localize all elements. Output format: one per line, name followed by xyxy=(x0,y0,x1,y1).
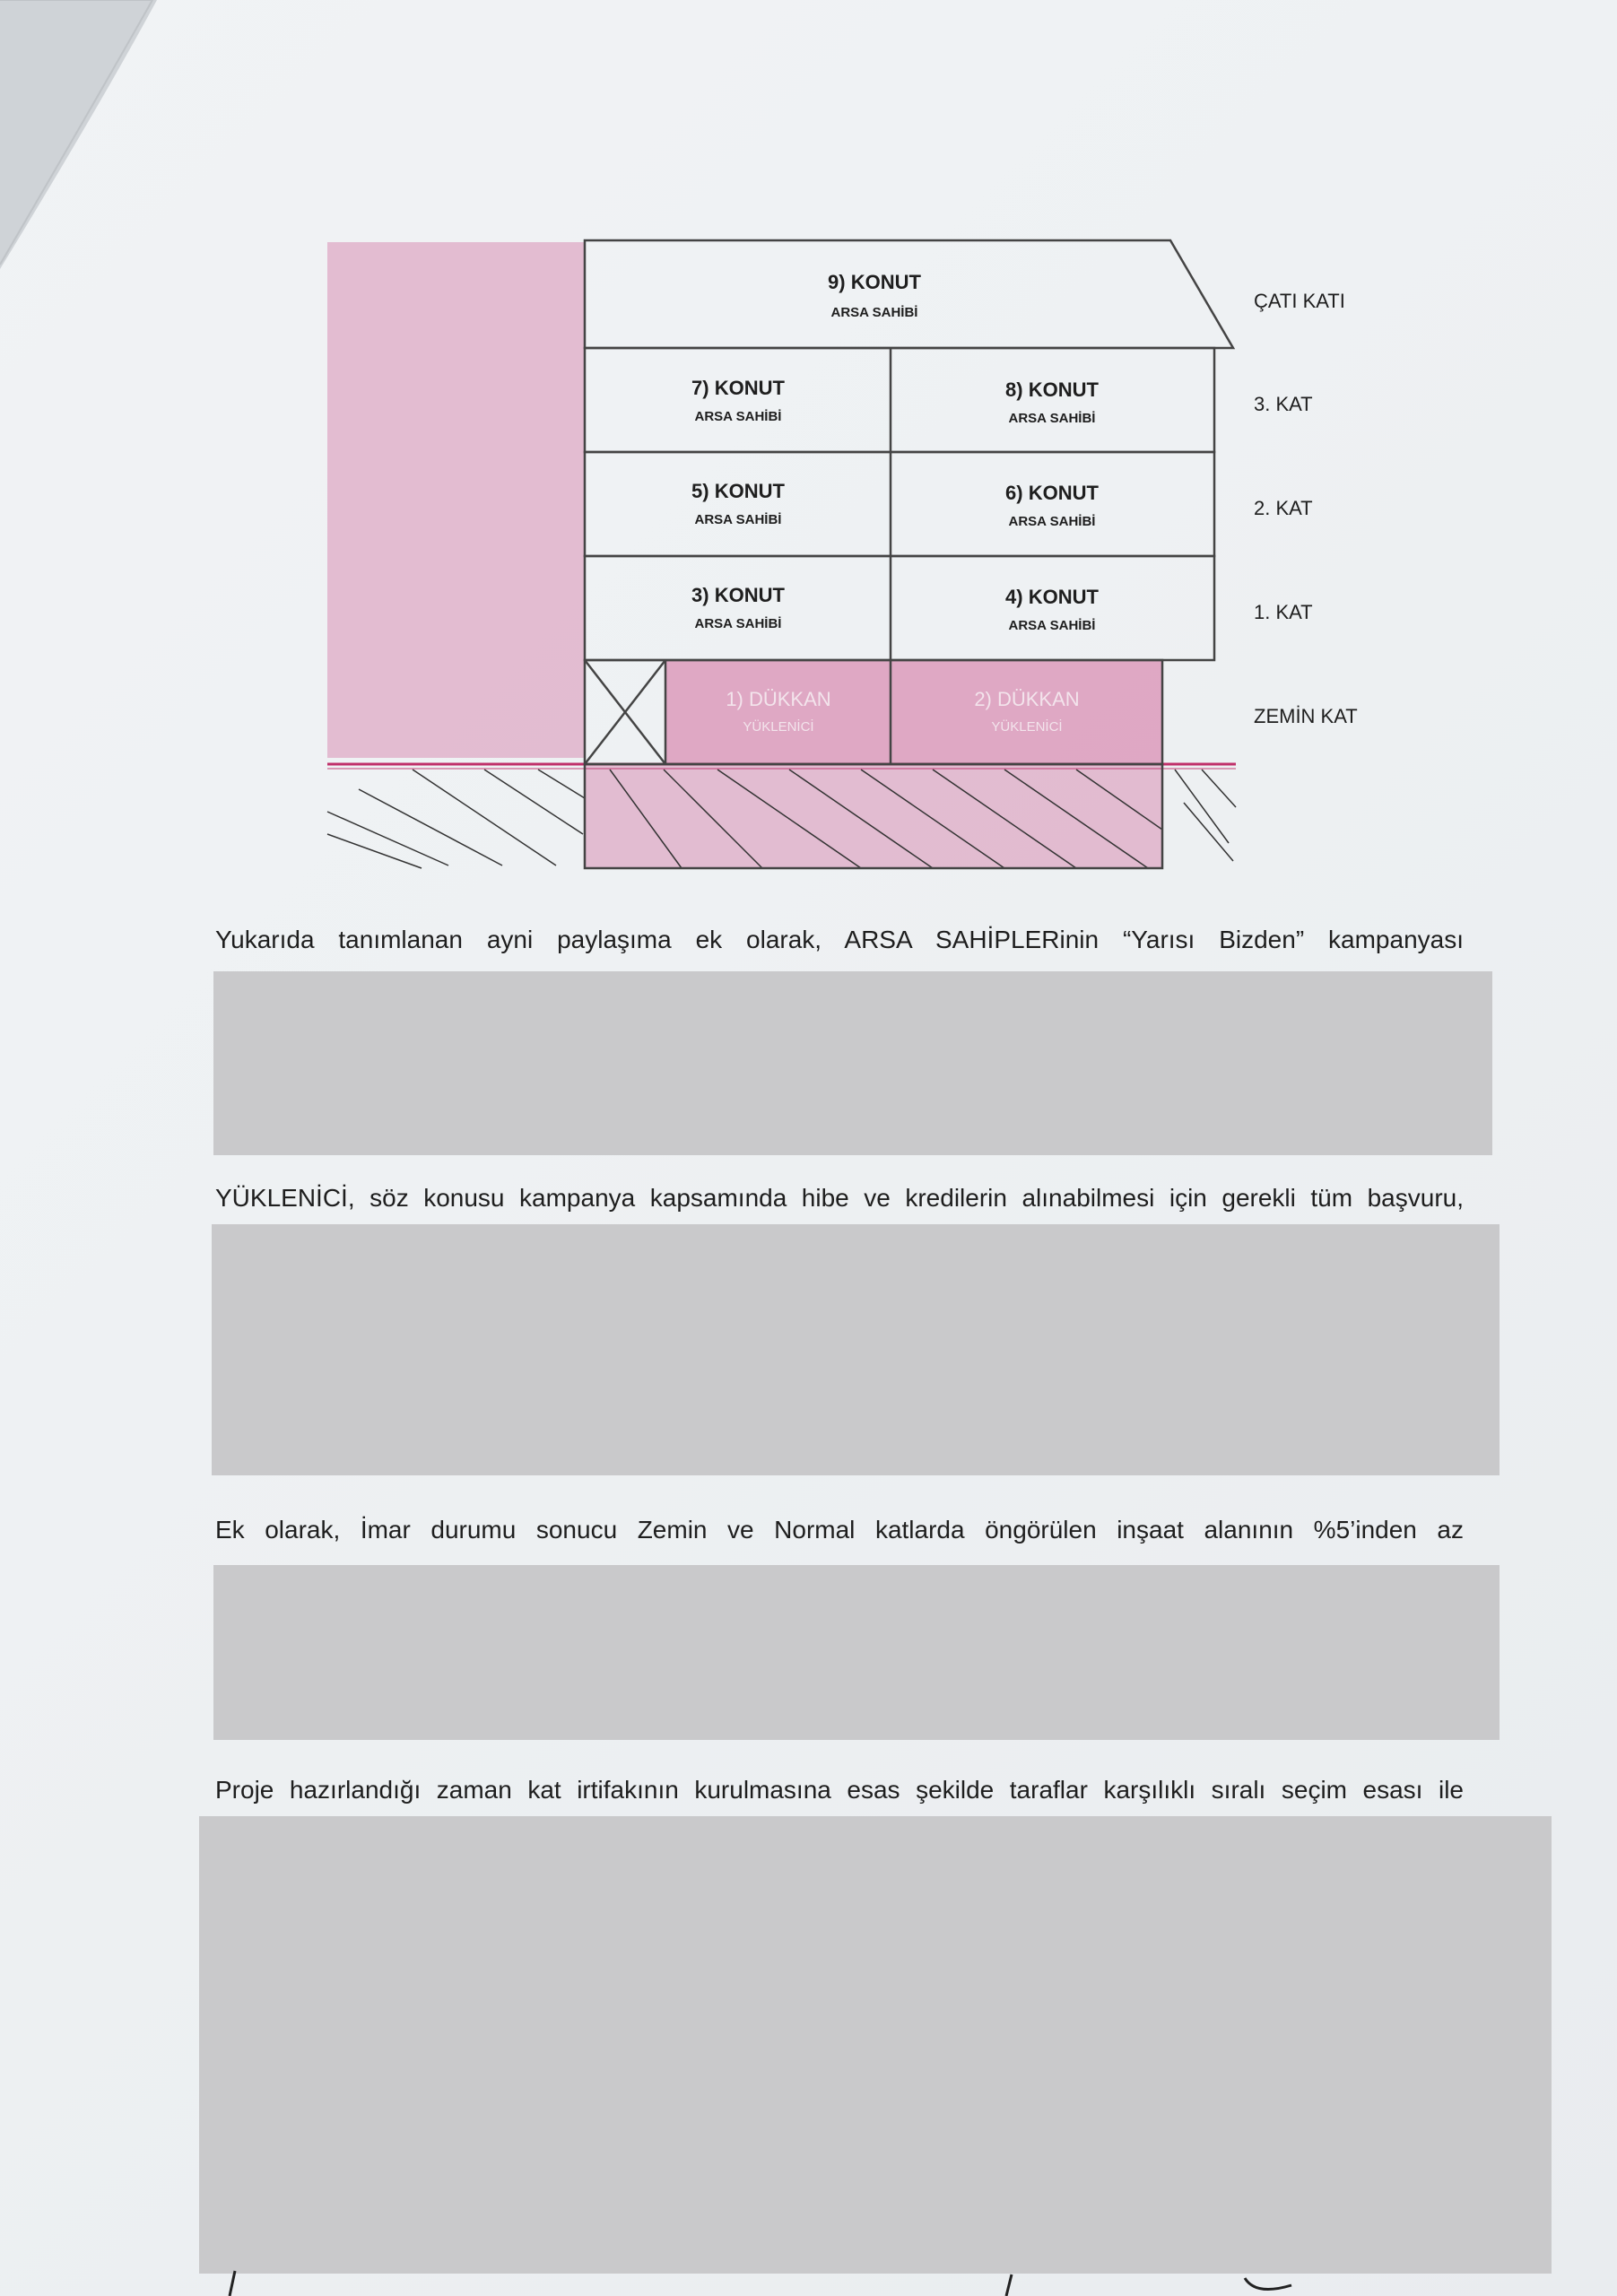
unit-7-name: 7) KONUT xyxy=(691,377,785,399)
paragraph-1: Yukarıda tanımlanan ayni paylaşıma ek olarak, ARSA SAHİPLERinin “Yarısı Bizden” kampanyası xyxy=(215,926,1464,953)
unit-4-owner: ARSA SAHİBİ xyxy=(1008,618,1096,633)
floor-label-roof: ÇATI KATI xyxy=(1254,290,1345,312)
unit-1-name: 1) DÜKKAN xyxy=(726,688,831,710)
floor-label-3: 3. KAT xyxy=(1254,393,1313,415)
unit-3-owner: ARSA SAHİBİ xyxy=(694,616,782,631)
highlight-shops xyxy=(665,660,1162,764)
unit-7-owner: ARSA SAHİBİ xyxy=(694,409,782,424)
redaction-block-3 xyxy=(213,1565,1500,1740)
floor-3-outline xyxy=(585,348,1214,452)
floor-1-outline xyxy=(585,556,1214,660)
unit-5-owner: ARSA SAHİBİ xyxy=(694,512,782,527)
redaction-block-2 xyxy=(212,1224,1500,1475)
floor-label-2: 2. KAT xyxy=(1254,497,1313,519)
unit-3-name: 3) KONUT xyxy=(691,584,785,606)
unit-6-name: 6) KONUT xyxy=(1005,482,1099,504)
unit-9-owner: ARSA SAHİBİ xyxy=(830,305,918,320)
unit-6-owner: ARSA SAHİBİ xyxy=(1008,514,1096,529)
floor-2-outline xyxy=(585,452,1214,556)
unit-9-name: 9) KONUT xyxy=(828,271,921,293)
unit-8-name: 8) KONUT xyxy=(1005,378,1099,401)
highlight-left-column xyxy=(327,242,585,758)
roof-outline xyxy=(585,240,1233,348)
unit-4-name: 4) KONUT xyxy=(1005,586,1099,608)
unit-5-name: 5) KONUT xyxy=(691,480,785,502)
unit-1-owner: YÜKLENİCİ xyxy=(743,719,814,735)
unit-2-name: 2) DÜKKAN xyxy=(974,688,1080,710)
redaction-block-1 xyxy=(213,971,1492,1155)
paragraph-2: YÜKLENİCİ, söz konusu kampanya kapsamında hibe ve kredilerin alınabilmesi için gerekli tüm başvuru, xyxy=(215,1184,1464,1212)
floor-label-1: 1. KAT xyxy=(1254,601,1313,623)
paragraph-4: Proje hazırlandığı zaman kat irtifakının kurulmasına esas şekilde taraflar karşılıklı sıralı seçim esası ile xyxy=(215,1776,1464,1804)
highlight-foundation xyxy=(585,764,1162,868)
floor-label-ground: ZEMİN KAT xyxy=(1254,705,1358,727)
unit-2-owner: YÜKLENİCİ xyxy=(991,719,1063,735)
building-diagram xyxy=(0,0,1617,906)
paragraph-3: Ek olarak, İmar durumu sonucu Zemin ve Normal katlarda öngörülen inşaat alanının %5’inden az xyxy=(215,1516,1464,1544)
unit-8-owner: ARSA SAHİBİ xyxy=(1008,411,1096,426)
redaction-block-4 xyxy=(199,1816,1552,2274)
